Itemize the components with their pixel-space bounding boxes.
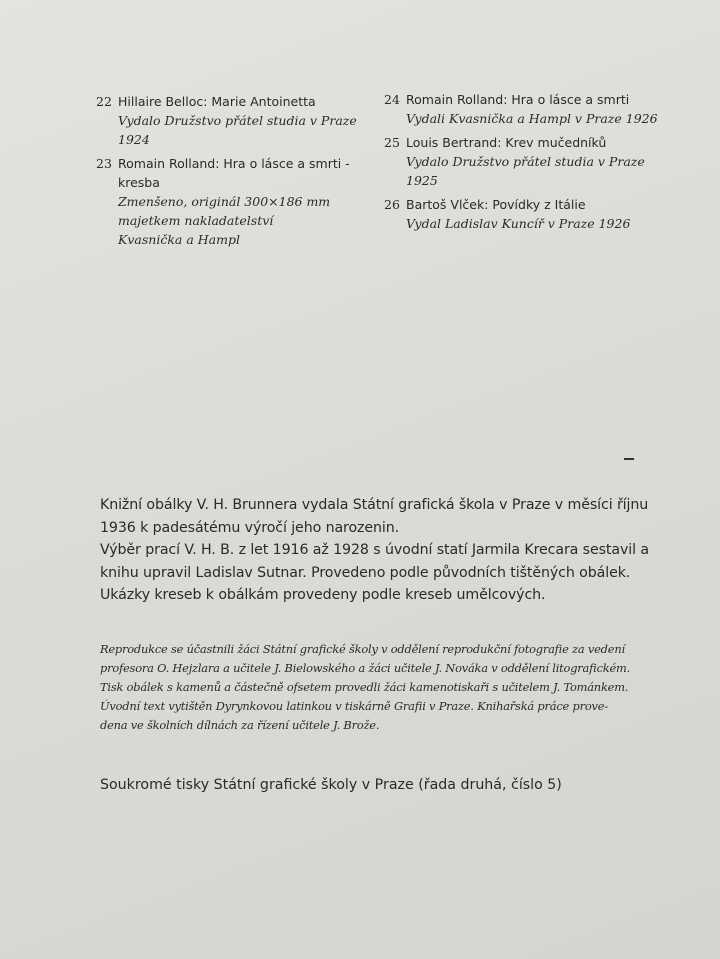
entry-detail: Vydalo Družstvo přátel studia v Praze — [118, 113, 357, 128]
entry-title: Hillaire Belloc: Marie Antoinetta — [118, 94, 316, 109]
catalog-entry — [384, 90, 684, 128]
entry-detail: Vydali Kvasnička a Hampl v Praze 1926 — [406, 111, 658, 126]
entry-detail: Vydal Ladislav Kuncíř v Praze 1926 — [406, 216, 631, 231]
series-note: Soukromé tisky Státní grafické školy v Praze (řada druhá, číslo 5) — [100, 777, 562, 793]
colophon-paragraph: Výběr prací V. H. B. z let 1916 až 1928 s úvodní statí Jarmila Krecara sestavil a knihu upravil Ladislav Sutnar. Provedeno podle původních tištěných obálek. Ukázky kreseb k obálkám provedeny podle kreseb umělcových. — [100, 542, 649, 603]
credits-line: dena ve školních dílnách za řízení učitele J. Brože. — [100, 718, 380, 732]
entry-number: 23 — [96, 156, 112, 171]
printer-mark — [624, 458, 634, 460]
catalog-entry — [384, 133, 684, 190]
entry-number: 22 — [96, 94, 112, 109]
catalog-entry — [384, 195, 684, 233]
catalog-column-right — [384, 90, 684, 238]
entry-detail: Kvasnička a Hampl — [118, 232, 240, 247]
catalog-entry — [96, 154, 381, 249]
entry-number: 24 — [384, 92, 400, 107]
entry-detail: 1924 — [118, 132, 150, 147]
entry-title: Romain Rolland: Hra o lásce a smrti — [406, 92, 630, 107]
entry-title: Romain Rolland: Hra o lásce a smrti - kresba — [118, 156, 350, 190]
entry-title: Louis Bertrand: Krev mučedníků — [406, 135, 607, 150]
catalog-column-left — [96, 92, 381, 254]
entry-number: 26 — [384, 197, 400, 212]
credits-line: Tisk obálek s kamenů a částečně ofsetem provedli žáci kamenotiskaři s učitelem J. Tománkem. — [100, 680, 629, 694]
entry-detail: Vydalo Družstvo přátel studia v Praze — [406, 154, 645, 169]
entry-title: Bartoš Vlček: Povídky z Itálie — [406, 197, 586, 212]
entry-number: 25 — [384, 135, 400, 150]
entry-detail: majetkem nakladatelství — [118, 213, 274, 228]
credits-line: profesora O. Hejzlara a učitele J. Bielowského a žáci učitele J. Nováka v oddělení litografickém. — [100, 661, 631, 675]
colophon — [100, 494, 680, 607]
production-credits — [100, 640, 680, 735]
credits-line: Reprodukce se účastnili žáci Státní grafické školy v oddělení reprodukční fotografie za vedení — [100, 642, 625, 656]
credits-line: Úvodní text vytištěn Dyrynkovou latinkou v tiskárně Grafii v Praze. Knihařská práce prove- — [100, 699, 608, 713]
colophon-paragraph: Knižní obálky V. H. Brunnera vydala Státní grafická škola v Praze v měsíci říjnu 1936 k padesátému výročí jeho narozenin. — [100, 497, 649, 536]
entry-detail: 1925 — [406, 173, 438, 188]
entry-detail: Zmenšeno, originál 300×186 mm — [118, 194, 331, 209]
catalog-entry — [96, 92, 381, 149]
